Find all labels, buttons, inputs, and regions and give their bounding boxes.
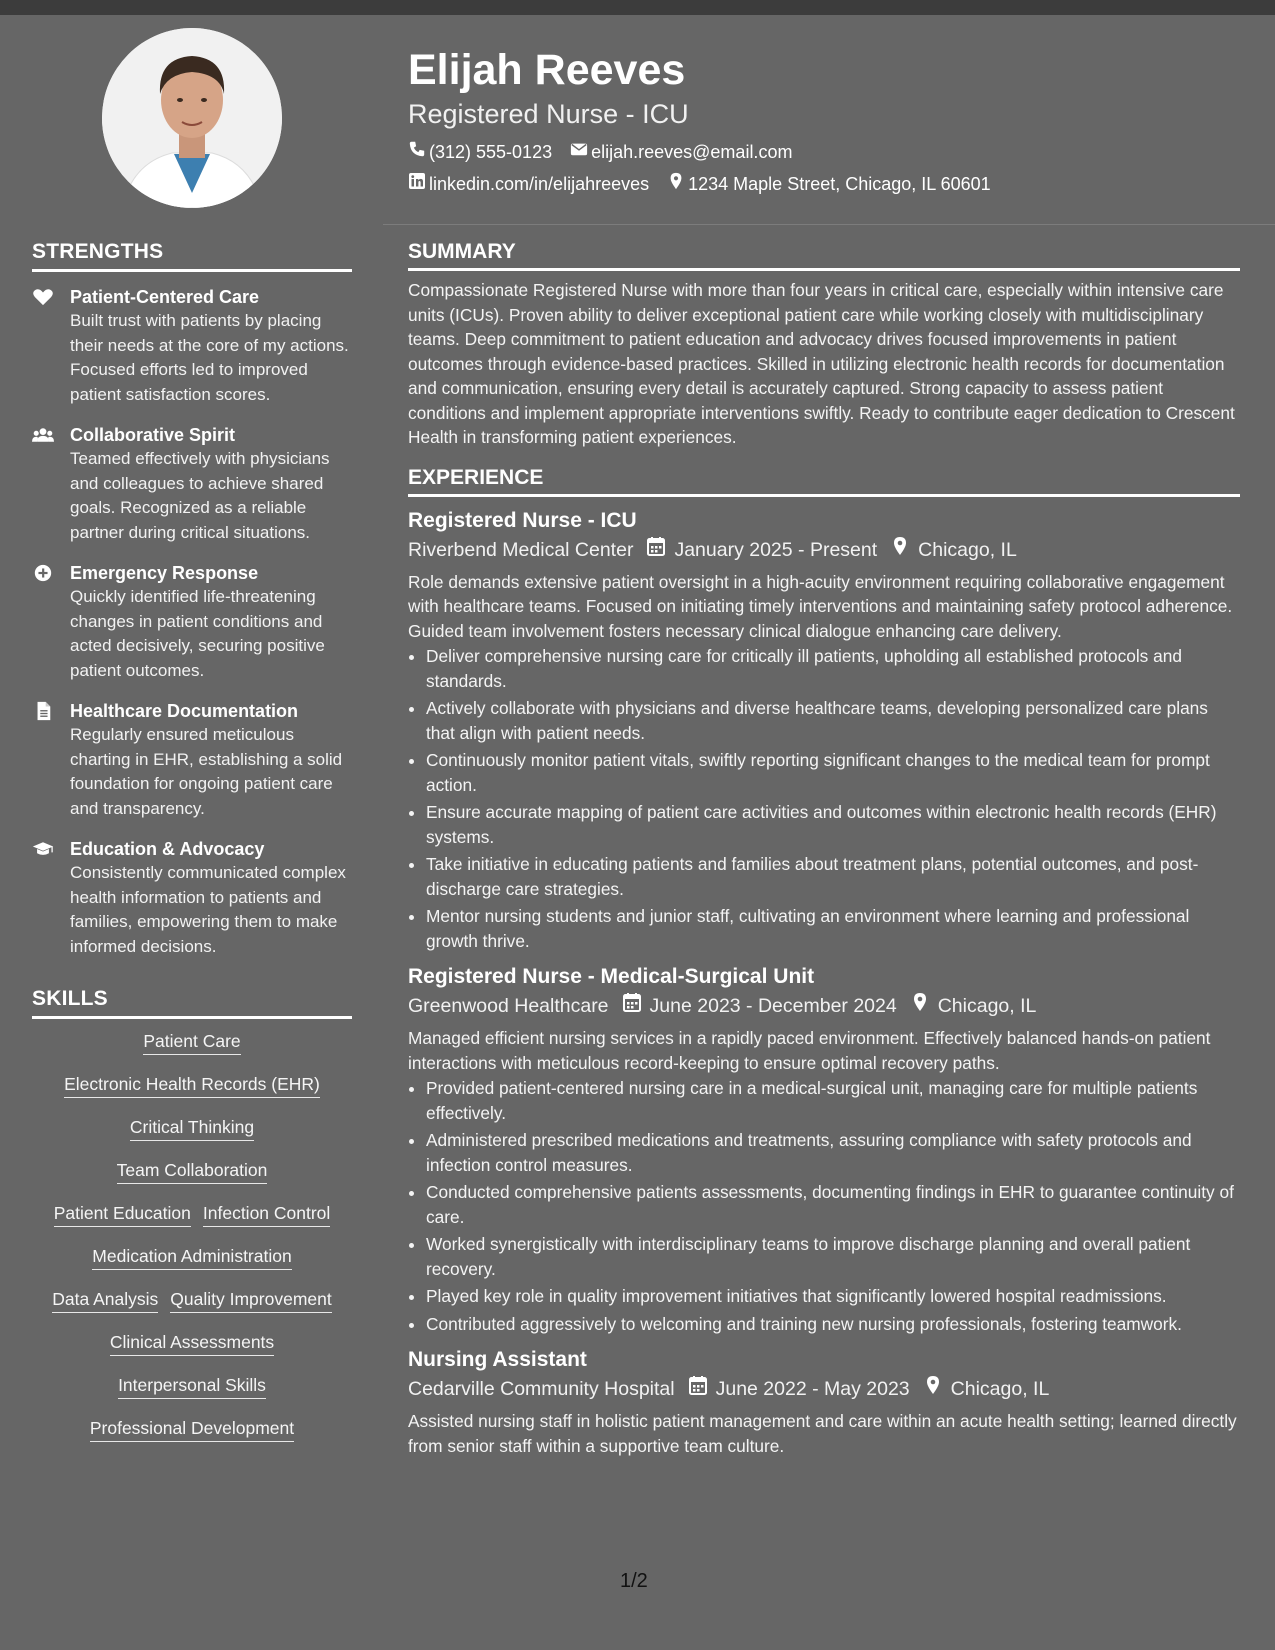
skill-tag: Patient Education [54,1201,191,1227]
map-pin-icon [891,535,918,565]
bullet-item: • Played key role in quality improvement initiatives that significantly lowered hospital readmissions. [426,1284,1240,1309]
page-number: 1/2 [620,1570,648,1592]
candidate-name: Elijah Reeves [408,46,686,94]
candidate-title: Registered Nurse - ICU [408,99,689,129]
calendar-icon [689,1374,716,1404]
job-location [891,535,1017,565]
skill-tag: Infection Control [203,1201,330,1227]
experience-heading: EXPERIENCE [408,466,1240,497]
job-dates-text: June 2023 - December 2024 [649,995,897,1017]
job-title: Registered Nurse - ICU [408,508,637,532]
job-entry [408,1346,1240,1458]
skill-tag: Team Collaboration [117,1158,268,1184]
skill-tag: Professional Development [90,1416,294,1442]
job-dates [689,1374,910,1404]
email-contact[interactable] [570,140,792,164]
strength-title: Collaborative Spirit [70,425,236,445]
strength-title: Education & Advocacy [70,839,265,859]
skill-tag: Data Analysis [52,1287,158,1313]
strength-desc: Quickly identified life-threatening changes in patient conditions and acted decisively, securing positive patient outcomes. [70,587,325,680]
job-meta [408,1374,1240,1404]
summary-heading: SUMMARY [408,240,1240,271]
linkedin-contact[interactable] [408,172,649,196]
email-text: elijah.reeves@email.com [591,142,793,162]
map-pin-icon [667,172,688,196]
calendar-icon [623,991,650,1021]
job-title: Nursing Assistant [408,1348,587,1371]
strength-item [32,423,352,545]
skill-tag: Clinical Assessments [110,1330,274,1356]
strength-title: Patient-Centered Care [70,287,260,307]
job-dates [623,991,897,1021]
job-meta [408,535,1240,565]
strength-desc: Consistently communicated complex health information to patients and families, empowering them to make informed decisions. [70,863,346,956]
strength-desc: Teamed effectively with physicians and colleagues to achieve shared goals. Recognized as a reliable partner during critical situations. [70,449,330,542]
envelope-icon [570,140,591,164]
bullet-item: • Ensure accurate mapping of patient care activities and outcomes within electronic health records (EHR) systems. [426,800,1240,849]
bullet-item: • Continuously monitor patient vitals, swiftly reporting significant changes to the medical team for prompt action. [426,748,1240,797]
job-location-text: Chicago, IL [918,538,1017,561]
skill-tag: Interpersonal Skills [118,1373,266,1399]
contact-info [408,136,1238,200]
strength-desc: Regularly ensured meticulous charting in EHR, establishing a solid foundation for ongoing patient care and transparency. [70,725,343,818]
map-pin-icon [924,1374,951,1404]
phone-text: (312) 555-0123 [429,142,553,162]
job-location-text: Chicago, IL [950,1378,1050,1400]
users-icon [32,425,56,445]
main-content [408,240,1240,1458]
job-title: Registered Nurse - Medical-Surgical Unit [408,965,815,988]
skill-tag: Medication Administration [92,1244,291,1270]
bullet-item: • Provided patient-centered nursing care in a medical-surgical unit, managing care for multiple patients effectively. [426,1076,1240,1125]
job-entry [408,963,1240,1336]
strength-item [32,285,352,407]
address-text: 1234 Maple Street, Chicago, IL 60601 [688,174,991,194]
resume-header [408,42,1238,200]
employer: Greenwood Healthcare [408,995,609,1017]
job-description: Managed efficient nursing services in a rapidly paced environment. Effectively balanced hands-on patient interactions with meticulous record-keeping to ensure optimal recovery paths. [408,1028,1211,1073]
bullet-item: • Deliver comprehensive nursing care for critically ill patients, upholding all established protocols and standards. [426,644,1240,693]
job-entry [408,507,1240,954]
skills-heading: SKILLS [32,987,352,1019]
bullet-item: • Contributed aggressively to welcoming and training new nursing professionals, fostering teamwork. [426,1312,1240,1337]
bullet-item: • Worked synergistically with interdisciplinary teams to improve discharge planning and overall patient recovery. [426,1232,1240,1281]
skill-tag: Patient Care [143,1029,240,1055]
skill-tag: Quality Improvement [170,1287,331,1313]
linkedin-icon [408,172,429,196]
strength-title: Healthcare Documentation [70,701,299,721]
employer: Cedarville Community Hospital [408,1378,675,1400]
profile-photo [102,28,282,208]
bullet-item: • Administered prescribed medications and treatments, assuring compliance with safety protocols and infection control measures. [426,1128,1240,1177]
linkedin-text: linkedin.com/in/elijahreeves [429,174,650,194]
bullet-item: • Actively collaborate with physicians and diverse healthcare teams, developing personalized care plans that align with patient needs. [426,696,1240,745]
document-icon [32,701,56,721]
skills-list [32,1029,352,1442]
job-bullets [408,644,1240,953]
top-bar [0,0,1275,15]
job-location [911,991,1037,1021]
job-location-text: Chicago, IL [937,995,1037,1017]
strength-item [32,837,352,959]
plus-circle-icon [32,563,56,583]
strength-item [32,699,352,821]
sidebar [32,28,352,1459]
employer: Riverbend Medical Center [408,538,634,561]
bullet-item: • Mentor nursing students and junior staff, cultivating an environment where learning and professional growth thrive. [426,904,1240,953]
job-description: Assisted nursing staff in holistic patient management and care within an acute health setting; learned directly from senior staff within a supportive team culture. [408,1411,1237,1456]
phone-icon [408,140,429,164]
skill-tag: Critical Thinking [130,1115,254,1141]
map-pin-icon [911,991,938,1021]
address-contact [667,172,991,196]
calendar-icon [647,535,674,565]
job-dates [647,535,877,565]
bullet-item: • Conducted comprehensive patients assessments, documenting findings in EHR to guarantee continuity of care. [426,1180,1240,1229]
job-dates-text: January 2025 - Present [674,538,878,561]
job-description: Role demands extensive patient oversight in a high-acuity environment requiring collaborative engagement with healthcare teams. Focused on initiating timely interventions and maintaining safety protocol adherence. Guided team involvement fosters necessary clinical dialogue enhancing care delivery. [408,571,1233,641]
job-dates-text: June 2022 - May 2023 [715,1378,910,1400]
strength-title: Emergency Response [70,563,259,583]
phone-contact[interactable] [408,140,552,164]
job-meta [408,991,1240,1021]
job-location [924,1374,1050,1404]
graduation-cap-icon [32,839,56,859]
header-divider [383,224,1275,225]
summary-text: Compassionate Registered Nurse with more than four years in critical care, especially within intensive care units (ICUs). Proven ability to deliver exceptional patient care while working closely with multidisciplinary teams. Deep commitment to patient education and advocacy drives focused improvements in patient outcomes through evidence-based practices. Skilled in utilizing electronic health records for documentation and communication, ensuring every detail is accurately captured. Strong capacity to assess patient conditions and implement appropriate interventions swiftly. Ready to contribute eager dedication to Crescent Health in transforming patient experiences. [408,280,1235,447]
strength-item [32,561,352,683]
skill-tag: Electronic Health Records (EHR) [64,1072,320,1098]
strength-desc: Built trust with patients by placing their needs at the core of my actions. Focused efforts led to improved patient satisfaction scores. [70,311,349,404]
job-bullets [408,1076,1240,1336]
bullet-item: • Take initiative in educating patients and families about treatment plans, potential outcomes, and post-discharge care strategies. [426,852,1240,901]
heart-icon [32,287,56,307]
strengths-heading: STRENGTHS [32,240,352,272]
